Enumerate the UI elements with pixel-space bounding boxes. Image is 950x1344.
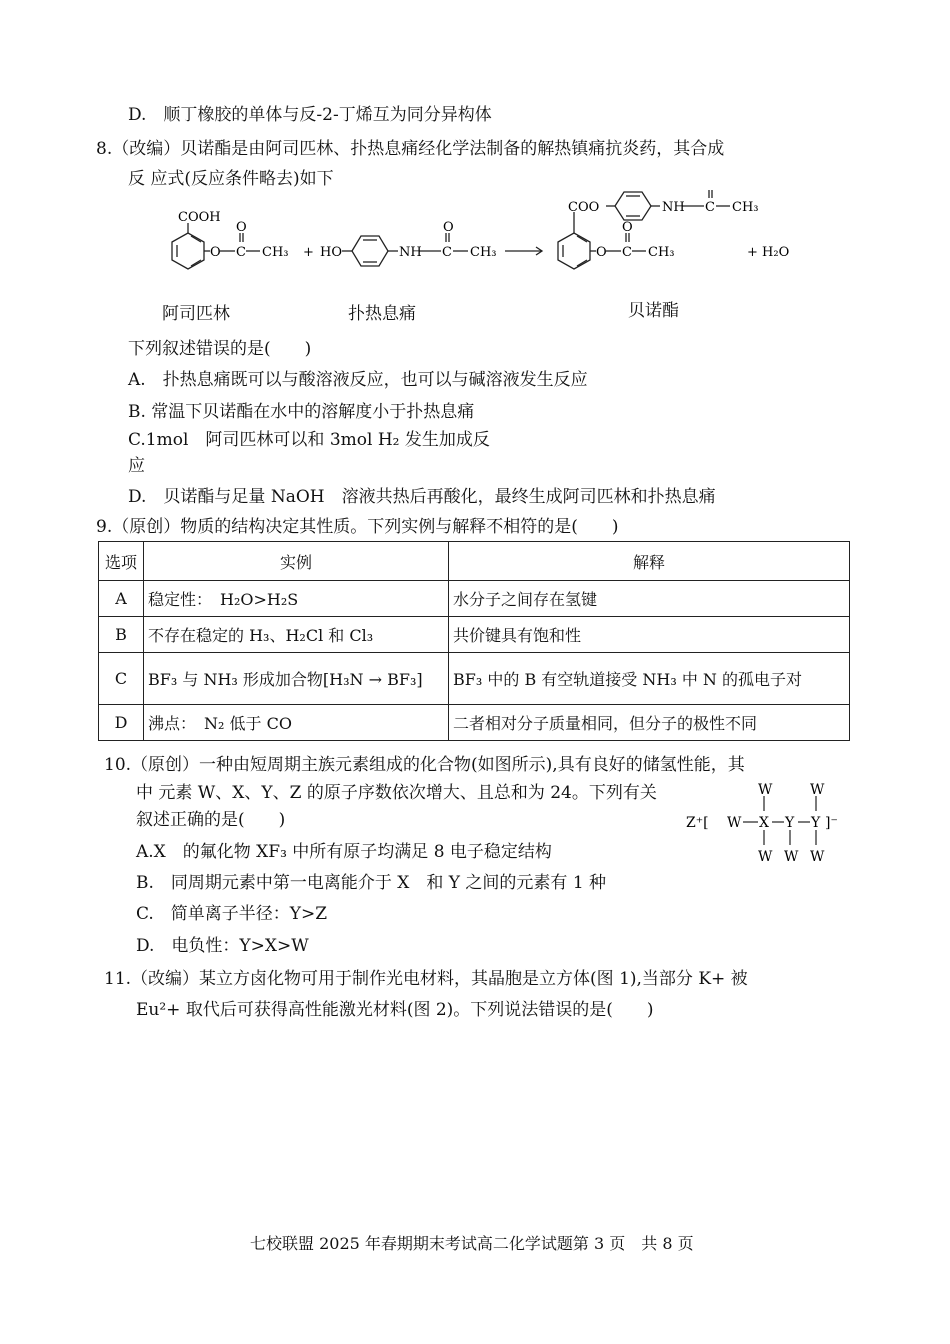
q10-stem-line3: 叙述正确的是( ): [136, 810, 286, 830]
q9-row-option: D: [99, 705, 144, 741]
q9-header-row: [99, 542, 850, 581]
table-row: [99, 617, 850, 653]
q10-option-a: A.X 的氟化物 XF₃ 中所有原子均满足 8 电子稳定结构: [136, 842, 552, 862]
table-row: [99, 581, 850, 617]
q9-row-example: BF₃ 与 NH₃ 形成加合物[H₃N → BF₃]: [144, 653, 449, 705]
benorilate-o: O: [596, 245, 607, 260]
q9-header-option: 选项: [99, 542, 144, 581]
q10-option-b: B. 同周期元素中第一电离能介于 X 和 Y 之间的元素有 1 种: [136, 873, 607, 893]
q10-stem-line1: 10.（原创）一种由短周期主族元素组成的化合物(如图所示),具有良好的储氢性能，其: [104, 755, 745, 775]
aspirin-carbonyl-o: O: [236, 220, 247, 235]
q8-stem-line1: 8.（改编）贝诺酯是由阿司匹林、扑热息痛经化学法制备的解热镇痛抗炎药，其合成: [96, 139, 725, 159]
q9-row-explain: 水分子之间存在氢键: [449, 581, 850, 617]
benorilate-nh: NH: [662, 200, 685, 215]
q9-row-option: C: [99, 653, 144, 705]
plus-water: + H₂O: [747, 245, 790, 260]
page-footer: 七校联盟 2025 年春期期末考试高二化学试题第 3 页 共 8 页: [250, 1234, 694, 1253]
w-atom: W: [727, 815, 742, 831]
benorilate-amide-c: C: [705, 200, 715, 215]
aspirin-ch3: CH₃: [262, 245, 289, 260]
aspirin-c: C: [236, 245, 246, 260]
q9-row-example: 稳定性： H₂O>H₂S: [144, 581, 449, 617]
q10-stem-line2: 中 元素 W、X、Y、Z 的原子序数依次增大、且总和为 24。下列有关: [136, 783, 657, 803]
label-aspirin: 阿司匹林: [162, 304, 230, 324]
q9-row-explain: 二者相对分子质量相同，但分子的极性不同: [449, 705, 850, 741]
q9-row-option: A: [99, 581, 144, 617]
plus-sign: +: [303, 245, 314, 260]
table-row: [99, 653, 850, 705]
q9-header-example: 实例: [144, 542, 449, 581]
q9-header-explain: 解释: [449, 542, 850, 581]
table-row: [99, 705, 850, 741]
q8-stem-line2: 反 应式(反应条件略去)如下: [128, 169, 334, 189]
q9-row-explain: 共价键具有饱和性: [449, 617, 850, 653]
q8-prompt: 下列叙述错误的是( ): [128, 339, 312, 359]
aspirin-o: O: [210, 245, 221, 260]
q8-reaction-scheme: [150, 190, 810, 290]
benorilate-carbonyl-o: O: [622, 220, 633, 235]
q10-option-d: D. 电负性：Y>X>W: [136, 936, 309, 956]
q9-stem: 9.（原创）物质的结构决定其性质。下列实例与解释不相符的是( ): [96, 517, 619, 537]
x-atom: X: [759, 815, 769, 831]
q11-stem-line2: Eu²+ 取代后可获得高性能激光材料(图 2)。下列说法错误的是( ): [136, 1000, 654, 1020]
benorilate-ch3: CH₃: [648, 245, 675, 260]
q9-table: [98, 541, 850, 741]
z-cation: Z⁺[: [686, 815, 709, 831]
q8-option-a: A. 扑热息痛既可以与酸溶液反应，也可以与碱溶液发生反应: [128, 370, 588, 390]
w-atom: W: [758, 849, 773, 865]
q10-structure: [684, 780, 854, 866]
q8-option-c-line2: 应: [128, 456, 145, 476]
q9-row-explain: BF₃ 中的 B 有空轨道接受 NH₃ 中 N 的孤电子对: [449, 653, 850, 705]
w-atom: W: [758, 782, 773, 798]
q8-option-d: D. 贝诺酯与足量 NaOH 溶液共热后再酸化，最终生成阿司匹林和扑热息痛: [128, 487, 716, 507]
w-atom: W: [810, 782, 825, 798]
w-atom: W: [810, 849, 825, 865]
aspirin-cooh: COOH: [178, 210, 221, 225]
q7-option-d: D. 顺丁橡胶的单体与反-2-丁烯互为同分异构体: [128, 105, 492, 125]
q9-row-option: B: [99, 617, 144, 653]
q9-row-example: 沸点： N₂ 低于 CO: [144, 705, 449, 741]
q11-stem-line1: 11.（改编）某立方卤化物可用于制作光电材料，其晶胞是立方体(图 1),当部分 K+ 被: [104, 969, 748, 989]
paracetamol-ho: HO: [320, 245, 342, 260]
q8-option-c-line1: C.1mol 阿司匹林可以和 3mol H₂ 发生加成反: [128, 430, 490, 450]
y-atom: Y: [785, 815, 795, 831]
benorilate-ch3-2: CH₃: [732, 200, 759, 215]
paracetamol-ch3: CH₃: [470, 245, 497, 260]
w-atom: W: [784, 849, 799, 865]
paracetamol-nh: NH: [399, 245, 422, 260]
label-benorilate: 贝诺酯: [628, 301, 679, 321]
q10-option-c: C. 简单离子半径：Y>Z: [136, 904, 328, 924]
q9-row-example: 不存在稳定的 H₃、H₂Cl 和 Cl₃: [144, 617, 449, 653]
paracetamol-c: C: [442, 245, 452, 260]
q8-option-b: B. 常温下贝诺酯在水中的溶解度小于扑热息痛: [128, 402, 475, 422]
label-paracetamol: 扑热息痛: [348, 304, 416, 324]
paracetamol-carbonyl-o: O: [443, 220, 454, 235]
benorilate-c: C: [622, 245, 632, 260]
bracket-close: ]⁻: [825, 815, 838, 831]
y-atom: Y: [811, 815, 821, 831]
benorilate-coo: COO: [568, 200, 600, 215]
